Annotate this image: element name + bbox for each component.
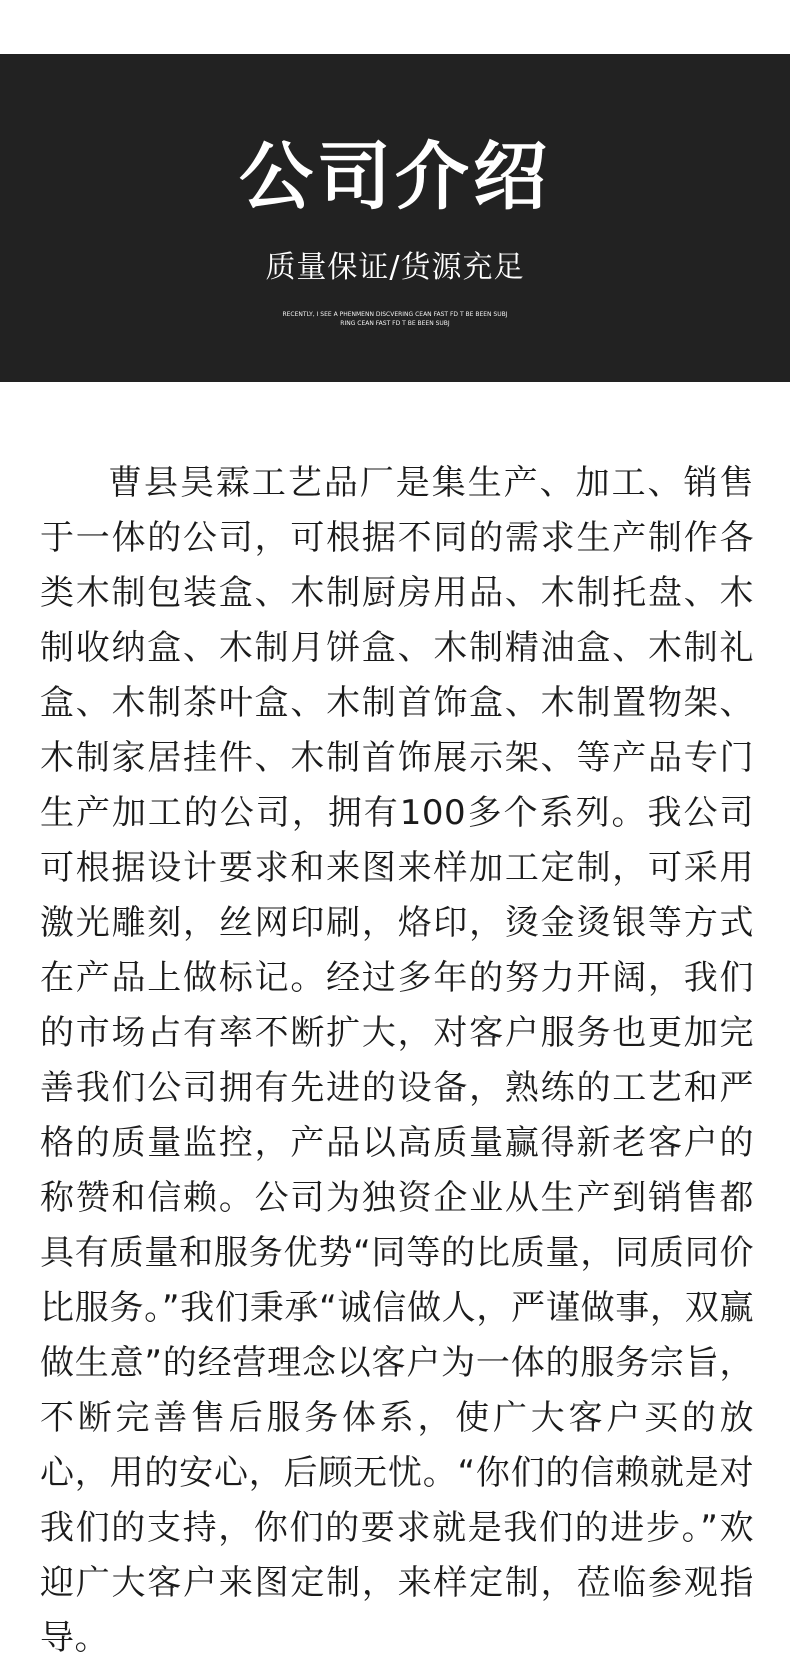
- page-title: 公司介绍: [239, 134, 551, 220]
- banner-subtitle: 质量保证/货源充足: [265, 250, 525, 285]
- top-white-space: [0, 0, 790, 54]
- company-description: 曹县昊霖工艺品厂是集生产、加工、销售于一体的公司，可根据不同的需求生产制作各类木制包装盒、木制厨房用品、木制托盘、木制收纳盒、木制月饼盒、木制精油盒、木制礼盒、木制茶叶盒、木制首饰盒、木制置物架、木制家居挂件、木制首饰展示架、等产品专门生产加工的公司，拥有100多个系列。我公司可根据设计要求和来图来样加工定制，可采用激光雕刻，丝网印刷，烙印，烫金烫银等方式在产品上做标记。经过多年的努力开阔，我们的市场占有率不断扩大，对客户服务也更加完善我们公司拥有先进的设备，熟练的工艺和严格的质量监控，产品以高质量赢得新老客户的称赞和信赖。公司为独资企业从生产到销售都具有质量和服务优势“同等的比质量，同质同价比服务。”我们秉承“诚信做人，严谨做事，双赢做生意”的经营理念以客户为一体的服务宗旨，不断完善售后服务体系，使广大客户买的放心，用的安心，后顾无忧。“你们的信赖就是对我们的支持，你们的要求就是我们的进步。”欢迎广大客户来图定制，来样定制，莅临参观指导。: [40, 463, 754, 1658]
- company-intro-banner: [0, 54, 790, 382]
- banner-small-text: [0, 310, 790, 328]
- banner-small-line-1: RECENTLY, I SEE A PHENMENN DISCVERING CEAN FAST FD T BE BEEN SUBJ: [282, 311, 508, 318]
- banner-small-line-2: RING CEAN FAST FD T BE BEEN SUBJ: [340, 320, 450, 327]
